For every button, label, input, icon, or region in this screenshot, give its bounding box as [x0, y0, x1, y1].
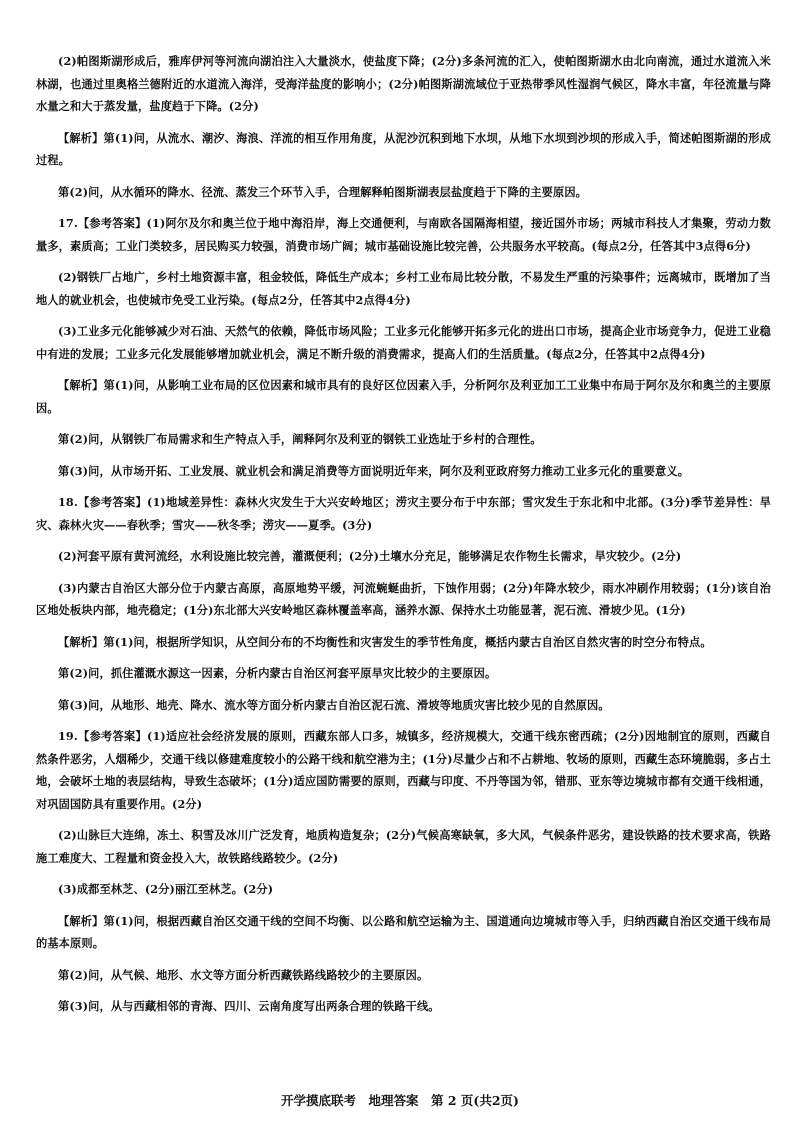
q16-analysis-part2: 第(2)问，从水循环的降水、径流、蒸发三个环节入手，合理解释帕图斯湖表层盐度趋于下降的主要原因。 [58, 184, 588, 199]
q18-answer-part1: 18.【参考答案】(1)地域差异性：森林火灾发生于大兴安岭地区；涝灾主要分布于中东部；雪灾发生于东北和中北部。(3分)季节差异性：旱灾、森林火灾——春秋季；雪灾——秋冬季；涝灾——夏季。(3分) [36, 495, 771, 532]
q17-analysis-part2: 第(2)问，从钢铁厂布局需求和生产特点入手，阐释阿尔及利亚的钢铁工业选址于乡村的合理性。 [58, 432, 542, 446]
q17-analysis-part1: 【解析】第(1)问，从影响工业布局的区位因素和城市具有的良好区位因素入手，分析阿尔及利亚加工工业集中布局于阿尔及尔和奥兰的主要原因。 [36, 378, 771, 415]
q19-answer-part3: (3)成都至林芝、(2分)丽江至林芝。(2分) [58, 882, 274, 896]
q18-answer-part2: (2)河套平原有黄河流经，水利设施比较完善，灌溉便利；(2分)土壤水分充足，能够满足农作物生长需求，旱灾较少。(2分) [58, 549, 682, 563]
answer-content [36, 50, 771, 1018]
q17-answer-part1: 17.【参考答案】(1)阿尔及尔和奥兰位于地中海沿岸，海上交通便利，与南欧各国隔海相望，接近国外市场；两城市科技人才集聚，劳动力数量多，素质高；工业门类较多，居民购买力较强，消费市场广阔；城市基础设施比较完善，公共服务水平较高。(每点2分，任答其中3点得6分) [36, 216, 771, 253]
q16-analysis-part1: 【解析】第(1)问，从流水、潮汐、海浪、洋流的相互作用角度，从泥沙沉积到地下水坝，从地下水坝到沙坝的形成入手，简述帕图斯湖的形成过程。 [36, 130, 771, 167]
page-footer: 开学摸底联考 地理答案 第 2 页(共2页) [281, 1093, 519, 1108]
q18-analysis-part1: 【解析】第(1)问，根据所学知识，从空间分布的不均衡性和灾害发生的季节性角度，概括内蒙古自治区自然灾害的时空分布特点。 [58, 634, 712, 649]
q17-answer-part3: (3)工业多元化能够减少对石油、天然气的依赖，降低市场风险；工业多元化能够开拓多元化的进出口市场，提高企业市场竞争力，促进工业稳中有进的发展；工业多元化发展能够增加就业机会，满足不断升级的消费需求，提高人们的生活质量。(每点2分，任答其中2点得4分) [36, 324, 771, 361]
q19-analysis-part3: 第(3)问，从与西藏相邻的青海、四川、云南角度写出两条合理的铁路干线。 [58, 999, 440, 1013]
q19-answer-part2: (2)山脉巨大连绵，冻土、积雪及冰川广泛发育，地质构造复杂；(2分)气候高寒缺氧，多大风，气候条件恶劣，建设铁路的技术要求高，铁路施工难度大、工程量和资金投入大，故铁路线路较少。(2分) [36, 828, 771, 865]
q17-analysis-part3: 第(3)问，从市场开拓、工业发展、就业机会和满足消费等方面说明近年来，阿尔及利亚政府努力推动工业多元化的重要意义。 [58, 463, 690, 478]
q17-answer-part2: (2)钢铁厂占地广，乡村土地资源丰富，租金较低，降低生产成本；乡村工业布局比较分散，不易发生严重的污染事件；远离城市，既增加了当地人的就业机会，也使城市免受工业污染。(每点2分，任答其中2点得4分) [36, 270, 771, 307]
q19-analysis-part2: 第(2)问，从气候、地形、水文等方面分析西藏铁路线路较少的主要原因。 [58, 967, 429, 982]
q18-answer-part3: (3)内蒙古自治区大部分位于内蒙古高原，高原地势平缓，河流蜿蜒曲折，下蚀作用弱；(2分)年降水较少，雨水冲刷作用较弱；(1分)该自治区地处板块内部，地壳稳定；(1分)东北部大兴安岭地区森林覆盖率高，涵养水源、保持水土功能显著，泥石流、滑坡少见。(1分) [36, 580, 772, 617]
q18-analysis-part3: 第(3)问，从地形、地壳、降水、流水等方面分析内蒙古自治区泥石流、滑坡等地质灾害比较少见的自然原因。 [58, 697, 610, 712]
q18-analysis-part2: 第(2)问，抓住灌溉水源这一因素，分析内蒙古自治区河套平原旱灾比较少的主要原因。 [58, 666, 497, 680]
q16-answer-part2: (2)帕图斯湖形成后，雅库伊河等河流向湖泊注入大量淡水，使盐度下降；(2分)多条河流的汇入，使帕图斯湖水由北向南流，通过水道流入米林湖，也通过里奥格兰德附近的水道流入海洋，受海洋盐度的影响小；(2分)帕图斯湖流域位于亚热带季风性湿润气候区，降水丰富，年径流量与降水量之和大于蒸发量，盐度趋于下降。(2分) [36, 54, 771, 113]
q19-analysis-part1: 【解析】第(1)问，根据西藏自治区交通干线的空间不均衡、以公路和航空运输为主、国道通向边境城市等入手，归纳西藏自治区交通干线布局的基本原则。 [36, 913, 771, 950]
q19-answer-part1: 19.【参考答案】(1)适应社会经济发展的原则，西藏东部人口多，城镇多，经济规模大，交通干线东密西疏；(2分)因地制宜的原则，西藏自然条件恶劣，人烟稀少，交通干线以修建难度较小的公路干线和航空港为主；(1分)尽量少占和不占耕地、牧场的原则，西藏生态环境脆弱，多占土地，会破坏土地的表层结构，导致生态破坏；(1分)适应国防需要的原则，西藏与印度、不丹等国为邻，错那、亚东等边境城市都有交通干线相通，对巩固国防具有重要作用。(2分) [36, 729, 771, 811]
